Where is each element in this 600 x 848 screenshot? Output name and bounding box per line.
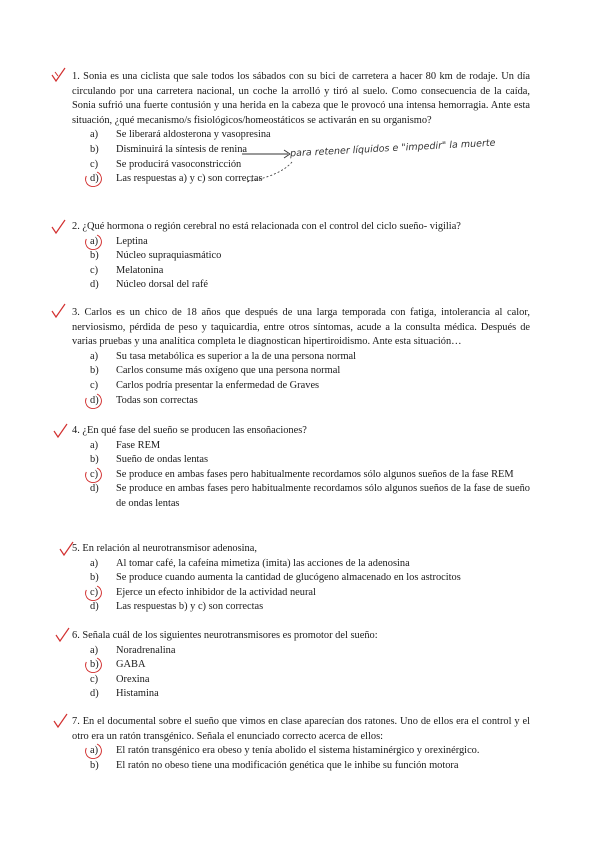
option-text: Histamina xyxy=(116,688,159,700)
option-text: Al tomar café, la cafeína mimetiza (imita) las acciones de la adenosina xyxy=(116,557,410,569)
option-text: Su tasa metabólica es superior a la de una persona normal xyxy=(116,350,357,362)
option-text: Sueño de ondas lentas xyxy=(116,454,209,466)
option-text: GABA xyxy=(116,659,146,671)
option-text: Se liberará aldosterona y vasopresina xyxy=(116,129,271,141)
option-b xyxy=(72,453,530,468)
question-text: 7. En el documental sobre el sueño que vimos en clase aparecían dos ratones. Uno de ellos era el control y el otro era un ratón transgénico. Señala el enunciado correcto acerca de ellos: xyxy=(72,716,530,742)
option-text: Se producirá vasoconstricción xyxy=(116,158,242,170)
option-letter: c) xyxy=(90,379,99,391)
question-text: 4. ¿En qué fase del sueño se producen las ensoñaciones? xyxy=(72,425,307,436)
option-letter: d) xyxy=(90,279,99,291)
option-letter: b) xyxy=(90,143,99,155)
question-6 xyxy=(72,629,530,702)
option-letter: b) xyxy=(90,659,99,671)
question-text: 3. Carlos es un chico de 18 años que después de una larga temporada con fatiga, intolerancia al calor, nerviosismo, pérdida de peso y taquicardia, entre otros síntomas, acude a la consulta médica. Después de varias pruebas y una analítica completa le diagnostican hipertiroidismo. Ante esta situación… xyxy=(72,307,530,348)
option-letter: d) xyxy=(90,394,99,406)
option-text: El ratón no obeso tiene una modificación genética que le inhibe su función motora xyxy=(116,759,459,771)
option-d xyxy=(72,687,530,702)
option-text: Las respuestas b) y c) son correctas xyxy=(116,601,264,613)
red-checkmark-icon xyxy=(52,712,70,730)
red-checkmark-icon xyxy=(50,66,68,84)
option-text: Noradrenalina xyxy=(116,644,176,656)
option-letter: b) xyxy=(90,250,99,262)
option-letter: a) xyxy=(90,439,99,451)
option-letter: c) xyxy=(90,264,99,276)
question-text: 6. Señala cuál de los siguientes neurotransmisores es promotor del sueño: xyxy=(72,630,378,641)
option-letter: b) xyxy=(90,572,99,584)
option-c xyxy=(72,264,530,279)
option-b xyxy=(72,364,530,379)
option-letter: c) xyxy=(90,586,99,598)
red-checkmark-icon xyxy=(50,218,68,236)
option-d xyxy=(72,278,530,293)
option-letter: a) xyxy=(90,557,99,569)
red-checkmark-icon xyxy=(52,422,70,440)
red-checkmark-icon xyxy=(50,302,68,320)
option-text: Disminuirá la síntesis de renina xyxy=(116,143,248,155)
option-b xyxy=(72,759,530,774)
option-text: Las respuestas a) y c) son correctas xyxy=(116,173,263,185)
question-text: 5. En relación al neurotransmisor adenosina, xyxy=(72,543,257,554)
option-text: Melatonina xyxy=(116,264,164,276)
option-text: Fase REM xyxy=(116,439,161,451)
question-3 xyxy=(72,306,530,408)
handwritten-arrow-icon xyxy=(240,148,296,184)
option-letter: b) xyxy=(90,759,99,771)
option-text: Ejerce un efecto inhibidor de la actividad neural xyxy=(116,586,316,598)
option-b xyxy=(72,571,530,586)
option-text: Se produce cuando aumenta la cantidad de glucógeno almacenado en los astrocitos xyxy=(116,572,461,584)
option-d xyxy=(72,482,530,511)
option-letter: c) xyxy=(90,468,99,480)
option-letter: d) xyxy=(90,483,99,495)
option-b xyxy=(72,658,530,673)
option-letter: a) xyxy=(90,129,99,141)
question-7 xyxy=(72,715,530,773)
option-text: Leptina xyxy=(116,235,148,247)
option-letter: a) xyxy=(90,350,99,362)
option-text: Núcleo supraquiasmático xyxy=(116,250,222,262)
option-d xyxy=(72,394,530,409)
option-c xyxy=(72,586,530,601)
option-text: Se produce en ambas fases pero habitualmente recordamos sólo algunos sueños de la fase REM xyxy=(116,468,514,480)
option-a xyxy=(72,644,530,659)
option-c xyxy=(72,673,530,688)
question-4 xyxy=(72,424,530,512)
option-letter: d) xyxy=(90,173,99,185)
question-text: 1. Sonia es una ciclista que sale todos los sábados con su bici de carretera a hacer 80 km de rodaje. Un día circulando por una carretera nacional, un coche la arrolló y tiró al suelo. Como consecuencia de la caída, Sonia sufrió una fuerte contusión y una herida en la cabeza que le provocó una intensa hemorragia. Ante esta situación, ¿qué mecanismo/s fisiológicos/homeostáticos se activarán en su organismo? xyxy=(72,71,530,126)
option-letter: b) xyxy=(90,365,99,377)
option-text: Se produce en ambas fases pero habitualmente recordamos sólo algunos sueños de la fase de sueño de ondas lentas xyxy=(116,483,530,509)
option-a xyxy=(72,439,530,454)
option-a xyxy=(72,557,530,572)
option-d xyxy=(72,600,530,615)
option-letter: d) xyxy=(90,688,99,700)
question-1 xyxy=(72,70,530,187)
handwritten-note: para retener líquidos e "impedir" la muerte xyxy=(289,137,496,160)
option-letter: a) xyxy=(90,745,99,757)
option-a xyxy=(72,744,530,759)
option-text: Carlos consume más oxígeno que una persona normal xyxy=(116,365,341,377)
option-text: Carlos podría presentar la enfermedad de Graves xyxy=(116,379,320,391)
question-5 xyxy=(72,542,530,615)
option-c xyxy=(72,468,530,483)
option-d xyxy=(72,172,530,187)
option-text: El ratón transgénico era obeso y tenía abolido el sistema histaminérgico y orexinérgico. xyxy=(116,745,480,757)
option-letter: a) xyxy=(90,644,99,656)
question-text: 2. ¿Qué hormona o región cerebral no está relacionada con el control del ciclo sueño- vigilia? xyxy=(72,221,461,232)
red-checkmark-icon xyxy=(54,626,72,644)
option-letter: c) xyxy=(90,158,99,170)
option-text: Todas son correctas xyxy=(116,394,198,406)
option-a xyxy=(72,350,530,365)
option-letter: b) xyxy=(90,454,99,466)
option-letter: c) xyxy=(90,673,99,685)
option-letter: a) xyxy=(90,235,99,247)
option-b xyxy=(72,249,530,264)
option-c xyxy=(72,158,530,173)
question-2 xyxy=(72,220,530,293)
option-text: Núcleo dorsal del rafé xyxy=(116,279,209,291)
option-text: Orexina xyxy=(116,673,150,685)
option-c xyxy=(72,379,530,394)
option-letter: d) xyxy=(90,601,99,613)
option-a xyxy=(72,235,530,250)
